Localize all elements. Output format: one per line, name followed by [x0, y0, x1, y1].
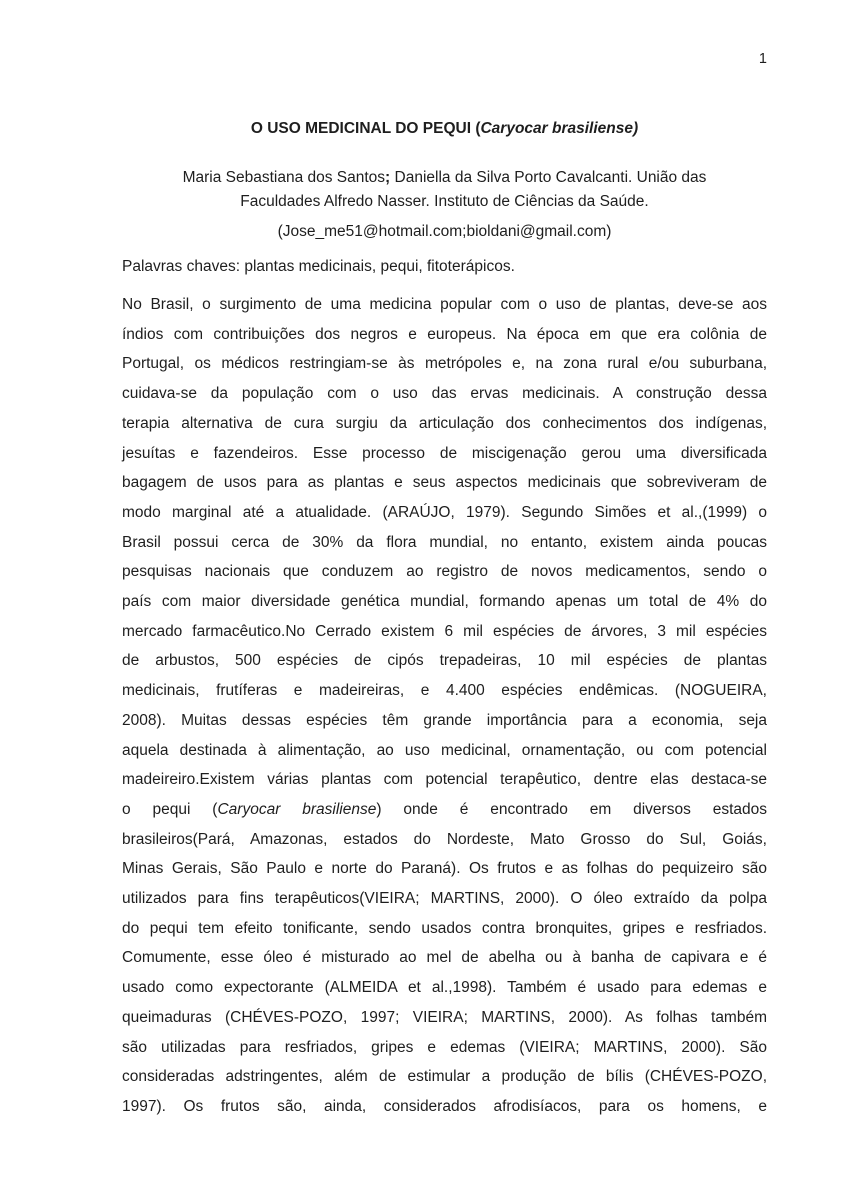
text-segment: ; — [385, 169, 391, 186]
body-line — [122, 646, 767, 676]
body-line — [122, 439, 767, 469]
text-segment: cuidava-se da população com o uso das ervas medicinais. A construção dessa — [122, 385, 767, 403]
text-segment: terapia alternativa de cura surgiu da articulação dos conhecimentos dos indígenas, — [122, 414, 767, 432]
body-line — [122, 1062, 767, 1092]
body-line — [122, 409, 767, 439]
text-segment: Faculdades Alfredo Nasser. Instituto de Ciências da Saúde. — [240, 193, 649, 210]
text-segment: o pequi ( — [122, 800, 218, 818]
body-line — [122, 736, 767, 766]
text-segment: ) onde é encontrado em diversos estados — [376, 800, 768, 818]
body-line — [122, 795, 767, 825]
body-line — [122, 557, 767, 587]
body-line — [122, 528, 767, 558]
body-line — [122, 1092, 767, 1122]
text-segment: usado como expectorante (ALMEIDA et al.,1998). Também é usado para edemas e — [122, 979, 767, 997]
text-segment: medicinais, frutíferas e madeireiras, e 4.400 espécies endêmicas. (NOGUEIRA, — [122, 682, 767, 700]
text-segment: bagagem de usos para as plantas e seus aspectos medicinais que sobreviveram de — [122, 474, 767, 492]
text-segment: madeireiro.Existem várias plantas com potencial terapêutico, dentre elas destaca-se — [122, 771, 767, 789]
body-line — [122, 1033, 767, 1063]
body-text — [122, 290, 767, 1122]
body-line — [122, 884, 767, 914]
authors-line — [122, 190, 767, 214]
text-segment: jesuítas e fazendeiros. Esse processo de miscigenação gerou uma diversificada — [122, 444, 767, 462]
text-segment: utilizados para fins terapêuticos(VIEIRA; MARTINS, 2000). O óleo extraído da polpa — [122, 890, 767, 908]
text-segment: queimaduras (CHÉVES-POZO, 1997; VIEIRA; MARTINS, 2000). As folhas também — [122, 1008, 767, 1026]
page-number: 1 — [758, 51, 767, 67]
body-line — [122, 587, 767, 617]
text-segment: 2008). Muitas dessas espécies têm grande importância para a economia, seja — [122, 711, 767, 729]
body-line — [122, 914, 767, 944]
text-segment: de arbustos, 500 espécies de cipós trepadeiras, 10 mil espécies de plantas — [122, 652, 767, 670]
text-segment: consideradas adstringentes, além de estimular a produção de bílis (CHÉVES-POZO, — [122, 1068, 767, 1086]
body-line — [122, 498, 767, 528]
text-segment: Caryocar brasiliense) — [480, 120, 639, 137]
text-segment: Portugal, os médicos restringiam-se às metrópoles e, na zona rural e/ou suburbana, — [122, 355, 767, 373]
text-segment: Maria Sebastiana dos Santos — [182, 169, 386, 186]
body-line — [122, 854, 767, 884]
authors-block — [122, 166, 767, 214]
text-segment: são utilizadas para resfriados, gripes e edemas (VIEIRA; MARTINS, 2000). São — [122, 1038, 767, 1056]
paper-title — [122, 119, 767, 139]
body-line — [122, 825, 767, 855]
body-line — [122, 973, 767, 1003]
text-segment: Daniella da Silva Porto Cavalcanti. União das — [390, 169, 707, 186]
authors-line — [122, 166, 767, 190]
text-segment: Minas Gerais, São Paulo e norte do Paraná). Os frutos e as folhas do pequizeiro são — [122, 860, 767, 878]
text-segment: Caryocar brasiliense — [217, 800, 377, 818]
keywords-line: Palavras chaves: plantas medicinais, pequi, fitoterápicos. — [122, 258, 515, 275]
text-segment: do pequi tem efeito tonificante, sendo usados contra bronquites, gripes e resfriados. — [122, 919, 767, 937]
body-line — [122, 765, 767, 795]
body-line — [122, 617, 767, 647]
body-line — [122, 706, 767, 736]
text-segment: aquela destinada à alimentação, ao uso medicinal, ornamentação, ou com potencial — [122, 741, 767, 759]
text-segment: país com maior diversidade genética mundial, formando apenas um total de 4% do — [122, 593, 767, 611]
text-segment: Comumente, esse óleo é misturado ao mel de abelha ou à banha de capivara e é — [122, 949, 767, 967]
email-line: (Jose_me51@hotmail.com;bioldani@gmail.com) — [277, 223, 612, 240]
body-line — [122, 676, 767, 706]
text-segment: No Brasil, o surgimento de uma medicina popular com o uso de plantas, deve-se aos — [122, 296, 767, 313]
text-segment: O USO MEDICINAL DO PEQUI ( — [250, 120, 481, 137]
text-segment: 1997). Os frutos são, ainda, considerados afrodisíacos, para os homens, e — [122, 1097, 767, 1115]
body-line — [122, 290, 767, 320]
text-segment: pesquisas nacionais que conduzem ao registro de novos medicamentos, sendo o — [122, 563, 767, 581]
body-line — [122, 320, 767, 350]
body-line — [122, 468, 767, 498]
text-segment: índios com contribuições dos negros e europeus. Na época em que era colônia de — [122, 325, 767, 343]
text-segment: modo marginal até a atualidade. (ARAÚJO, 1979). Segundo Simões et al.,(1999) o — [122, 503, 767, 521]
text-segment: Brasil possui cerca de 30% da flora mundial, no entanto, existem ainda poucas — [122, 533, 767, 551]
body-line — [122, 379, 767, 409]
text-segment: mercado farmacêutico.No Cerrado existem 6 mil espécies de árvores, 3 mil espécies — [122, 622, 767, 640]
text-segment: brasileiros(Pará, Amazonas, estados do Nordeste, Mato Grosso do Sul, Goiás, — [122, 830, 767, 848]
body-line — [122, 943, 767, 973]
body-line — [122, 1003, 767, 1033]
body-line — [122, 349, 767, 379]
